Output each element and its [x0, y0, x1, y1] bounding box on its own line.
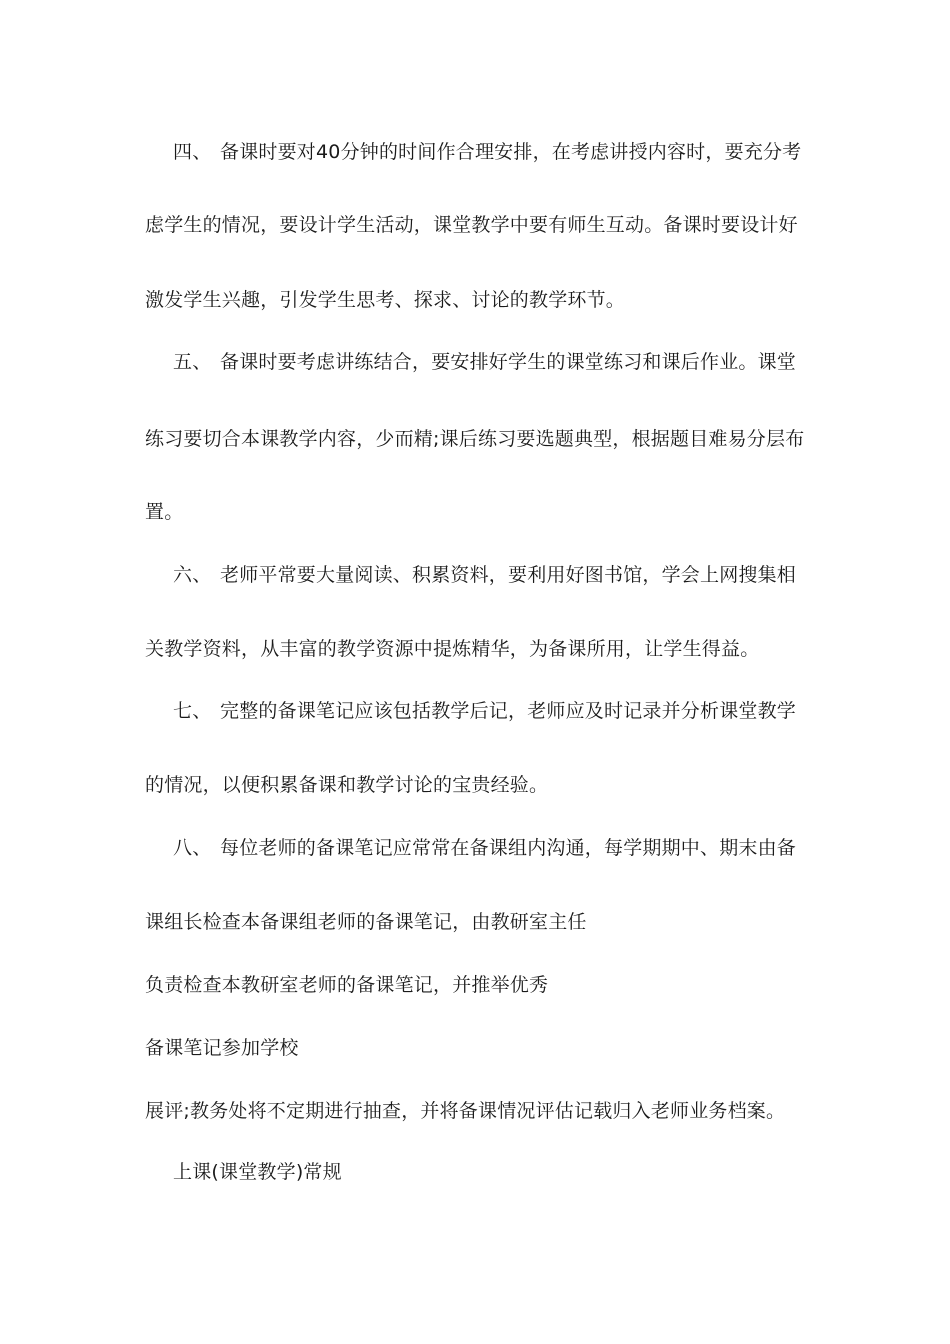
item-5-line-1	[173, 350, 796, 374]
item-4-line-3: 激发学生兴趣，引发学生思考、探求、讨论的教学环节。	[145, 289, 626, 311]
item-7-number: 七、	[173, 700, 212, 722]
item-7-text: 完整的备课笔记应该包括教学后记，老师应及时记录并分析课堂教学	[220, 700, 797, 722]
item-8-line-1	[173, 836, 796, 860]
item-4-line-1	[173, 140, 801, 164]
item-6-line-2: 关教学资料，从丰富的教学资源中提炼精华，为备课所用，让学生得益。	[145, 638, 760, 660]
section-heading: 上课(课堂教学)常规	[173, 1161, 342, 1183]
item-6-text: 老师平常要大量阅读、积累资料，要利用好图书馆，学会上网搜集相	[220, 564, 797, 586]
item-4-line-2: 虑学生的情况，要设计学生活动，课堂教学中要有师生互动。备课时要设计好	[145, 214, 798, 236]
item-5-text: 备课时要考虑讲练结合，要安排好学生的课堂练习和课后作业。课堂	[220, 351, 797, 373]
item-7-line-2: 的情况，以便积累备课和教学讨论的宝贵经验。	[145, 774, 549, 796]
item-8-line-4: 备课笔记参加学校	[145, 1037, 299, 1059]
item-5-line-3: 置。	[145, 501, 184, 523]
item-8-line-2: 课组长检查本备课组老师的备课笔记，由教研室主任	[145, 911, 587, 933]
item-7-line-1	[173, 699, 796, 723]
item-8-number: 八、	[173, 837, 212, 859]
item-4-number: 四、	[173, 141, 212, 163]
item-6-number: 六、	[173, 564, 212, 586]
item-6-line-1	[173, 563, 796, 587]
item-5-number: 五、	[173, 351, 212, 373]
item-8-text: 每位老师的备课笔记应常常在备课组内沟通，每学期期中、期末由备	[220, 837, 797, 859]
item-8-line-5: 展评;教务处将不定期进行抽查，并将备课情况评估记载归入老师业务档案。	[145, 1100, 786, 1122]
item-4-text: 备课时要对40分钟的时间作合理安排，在考虑讲授内容时，要充分考	[220, 141, 802, 163]
item-8-line-3: 负责检查本教研室老师的备课笔记，并推举优秀	[145, 974, 549, 996]
item-5-line-2: 练习要切合本课教学内容，少而精;课后练习要选题典型，根据题目难易分层布	[145, 428, 805, 450]
